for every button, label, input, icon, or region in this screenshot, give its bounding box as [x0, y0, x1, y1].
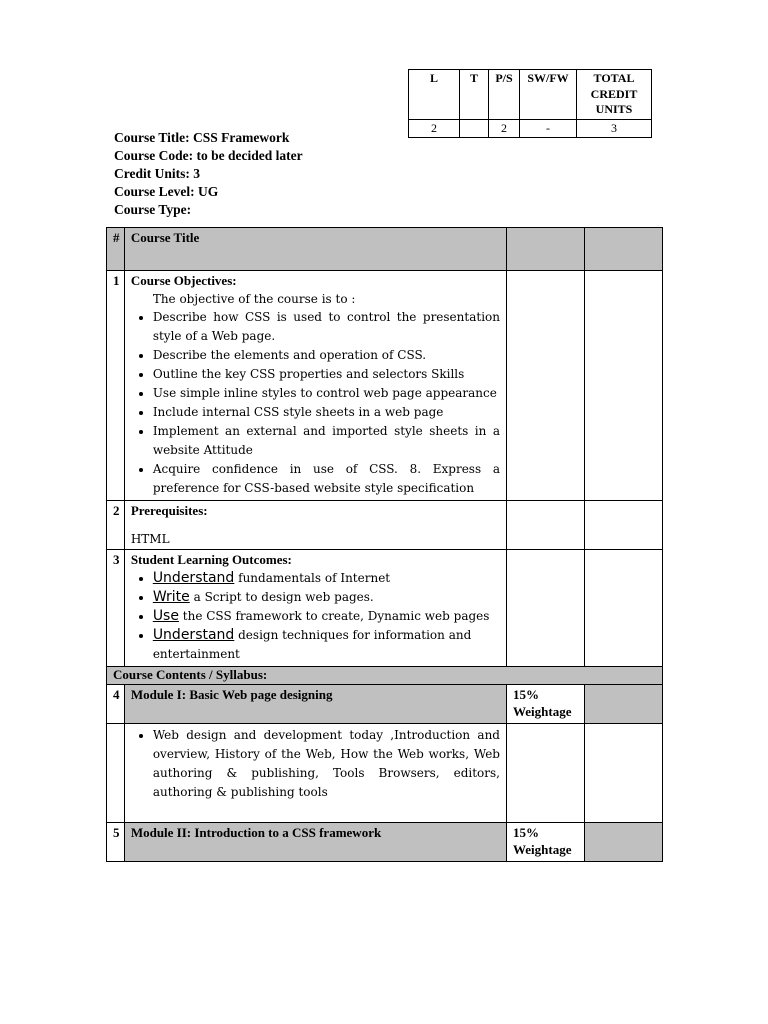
outcome-verb: Understand: [152, 570, 235, 587]
blank-cell: [506, 500, 584, 549]
prerequisites-text: HTML: [130, 531, 170, 546]
objectives-cell: [124, 271, 506, 501]
objectives-intro: The objective of the course is to :: [152, 291, 356, 306]
objectives-list: [131, 308, 500, 498]
blank-cell: [584, 550, 662, 667]
blank-cell: [506, 271, 584, 501]
module-content-list: [131, 726, 500, 802]
outcome-text: design techniques for information and entertainment: [152, 628, 472, 662]
course-level: Course Level: UG: [114, 184, 219, 199]
table-header-row: [107, 228, 663, 271]
outcome-text: a Script to design web pages.: [189, 590, 374, 605]
header-t: T: [460, 70, 489, 120]
module-title: Module II: Introduction to a CSS framework: [124, 822, 506, 861]
module-title: Module I: Basic Web page designing: [124, 685, 506, 724]
blank-cell: [107, 723, 125, 822]
list-item: • Describe the elements and operation of CSS.: [153, 346, 500, 365]
value-total-credit-units: 3: [577, 119, 652, 138]
header-ps: P/S: [489, 70, 520, 120]
syllabus-table: [106, 227, 663, 862]
list-item: • Implement an external and imported style sheets in a website Attitude: [153, 422, 500, 460]
header-number: #: [107, 228, 125, 271]
header-swfw: SW/FW: [520, 70, 577, 120]
credit-units-table: [408, 69, 652, 138]
outcome-verb: Use: [152, 608, 179, 625]
list-item: • Describe how CSS is used to control the presentation style of a Web page.: [153, 308, 500, 346]
contents-heading-row: [107, 667, 663, 685]
contents-heading: Course Contents / Syllabus:: [107, 667, 663, 685]
list-item: [153, 626, 500, 664]
table-row: [107, 500, 663, 549]
credit-units: Credit Units: 3: [114, 166, 200, 181]
row-number: 2: [107, 500, 125, 549]
list-item: • Use simple inline styles to control web page appearance: [153, 384, 500, 403]
outcome-verb: Write: [152, 589, 190, 606]
module-row: [107, 822, 663, 861]
list-item: [153, 569, 500, 588]
module-content-cell: [124, 723, 506, 822]
list-item: • Include internal CSS style sheets in a web page: [153, 403, 500, 422]
row-number: 5: [107, 822, 125, 861]
header-l: L: [409, 70, 460, 120]
list-item: • Web design and development today ,Introduction and overview, History of the Web, How the Web works, Web authoring & publishing, Tools Browsers, editors, authoring & publishing tools: [153, 726, 500, 802]
blank-cell: [584, 271, 662, 501]
header-blank-2: [584, 228, 662, 271]
table-row: [107, 550, 663, 667]
list-item: • Outline the key CSS properties and selectors Skills: [153, 365, 500, 384]
course-code: Course Code: to be decided later: [114, 148, 303, 163]
module-weightage: 15% Weightage: [506, 822, 584, 861]
list-item: [153, 607, 500, 626]
course-type: Course Type:: [114, 202, 192, 217]
outcome-verb: Understand: [152, 627, 235, 644]
course-info: [114, 129, 303, 219]
blank-cell: [506, 723, 584, 822]
header-course-title: Course Title: [124, 228, 506, 271]
list-item: [153, 588, 500, 607]
prerequisites-heading: Prerequisites:: [130, 502, 208, 518]
value-swfw: -: [520, 119, 577, 138]
row-number: 3: [107, 550, 125, 667]
outcomes-heading: Student Learning Outcomes:: [130, 552, 292, 568]
header-blank-1: [506, 228, 584, 271]
outcomes-list: [131, 569, 500, 664]
row-number: 4: [107, 685, 125, 724]
module-weightage: 15% Weightage: [506, 685, 584, 724]
value-l: 2: [409, 119, 460, 138]
table-row: [107, 271, 663, 501]
value-t: [460, 119, 489, 138]
outcome-text: the CSS framework to create, Dynamic web pages: [178, 609, 490, 624]
blank-cell: [584, 500, 662, 549]
objectives-heading: Course Objectives:: [130, 273, 237, 288]
blank-cell: [584, 723, 662, 822]
course-title: Course Title: CSS Framework: [114, 130, 290, 145]
header-total-credit-units: TOTAL CREDIT UNITS: [577, 70, 652, 120]
list-item: • Acquire confidence in use of CSS. 8. Express a preference for CSS-based website style specification: [153, 460, 500, 498]
module-row: [107, 685, 663, 724]
blank-cell: [506, 550, 584, 667]
blank-cell: [584, 685, 662, 724]
outcomes-cell: [124, 550, 506, 667]
blank-cell: [584, 822, 662, 861]
row-number: 1: [107, 271, 125, 501]
prerequisites-cell: [124, 500, 506, 549]
outcome-text: fundamentals of Internet: [234, 571, 391, 586]
value-ps: 2: [489, 119, 520, 138]
table-row: [107, 723, 663, 822]
